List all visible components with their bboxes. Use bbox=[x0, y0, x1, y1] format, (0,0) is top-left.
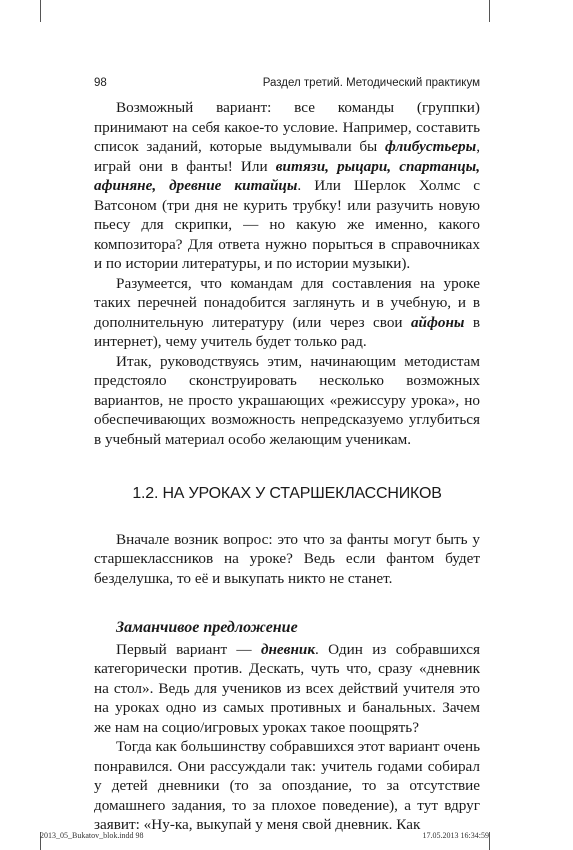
paragraph bbox=[94, 640, 480, 738]
print-timestamp: 17.05.2013 16:34:59 bbox=[422, 831, 489, 840]
crop-mark bbox=[40, 0, 41, 22]
emphasis: витязи, рыцари, спартанцы, афиняне, древние китайцы bbox=[94, 157, 481, 194]
print-footer bbox=[0, 831, 573, 843]
emphasis: айфоны bbox=[410, 313, 465, 331]
emphasis: дневник bbox=[260, 640, 316, 658]
text-run: в интернет), чему учитель будет только рад. bbox=[94, 313, 480, 350]
paragraph: Вначале возник вопрос: это что за фанты могут быть у старшеклассников на уроке? Ведь если фантом будет безделушка, то её и выкупать никто не станет. bbox=[94, 530, 480, 587]
text-run: Разумеется, что командам для составления на уроке таких перечней понадобится заглянуть и в учебную, и в дополнительную литературу (или через свои bbox=[94, 274, 480, 331]
text-run: . Один из собравшихся категорически против. Дескать, чуть что, сразу «дневник на стол». Ведь для учеников из всех действий учителя это на уроках одно из самых противных и банальных. Зачем же нам на социо/игровых уроках такое поощрять? bbox=[94, 640, 480, 736]
emphasis: флибустьеры bbox=[384, 138, 477, 155]
page-body bbox=[94, 98, 480, 835]
running-title: Раздел третий. Методический практикум bbox=[262, 77, 480, 89]
text-run: , играй они в фанты! Или bbox=[94, 138, 480, 175]
paragraph bbox=[94, 98, 480, 274]
subheading: Заманчивое предложение bbox=[116, 619, 298, 636]
paragraph: Итак, руководствуясь этим, начинающим методистам предстояло сконструировать несколько возможных вариантов, не просто украшающих «режиссуру урока», но обеспечивающих возможность непредсказуемо углубиться в учебный материал особо желающим ученикам. bbox=[94, 352, 480, 448]
paragraph: Тогда как большинству собравшихся этот вариант очень понравился. Они рассуждали так: учитель годами собирал у детей дневники (то за опоздание, то за отсутствие домашнего задания, то за плохое поведение), а тут вдруг заявит: «Ну-ка, выкупай у меня свой дневник. Как bbox=[94, 738, 480, 833]
paragraph bbox=[94, 274, 480, 352]
section-heading: 1.2. НА УРОКАХ У СТАРШЕКЛАССНИКОВ bbox=[132, 485, 442, 502]
file-info: 2013_05_Bukatov_blok.indd 98 bbox=[40, 831, 144, 840]
crop-mark bbox=[489, 0, 490, 22]
page-number: 98 bbox=[94, 77, 107, 89]
text-run: Первый вариант — bbox=[116, 640, 261, 658]
text-run: . Или Шерлок Холмс с Ватсоном (три дня не курить трубку! или разучить новую пьесу для скрипки, — но какую же именно, какого композитора? Для ответа нужно порыться в справочниках и по истории литературы, и по истории музыки). bbox=[94, 177, 480, 272]
running-header bbox=[94, 77, 480, 95]
text-run: Возможный вариант: все команды (группки) принимают на себя какое-то условие. Например, составить список заданий, которые выдумывали бы bbox=[94, 99, 480, 155]
